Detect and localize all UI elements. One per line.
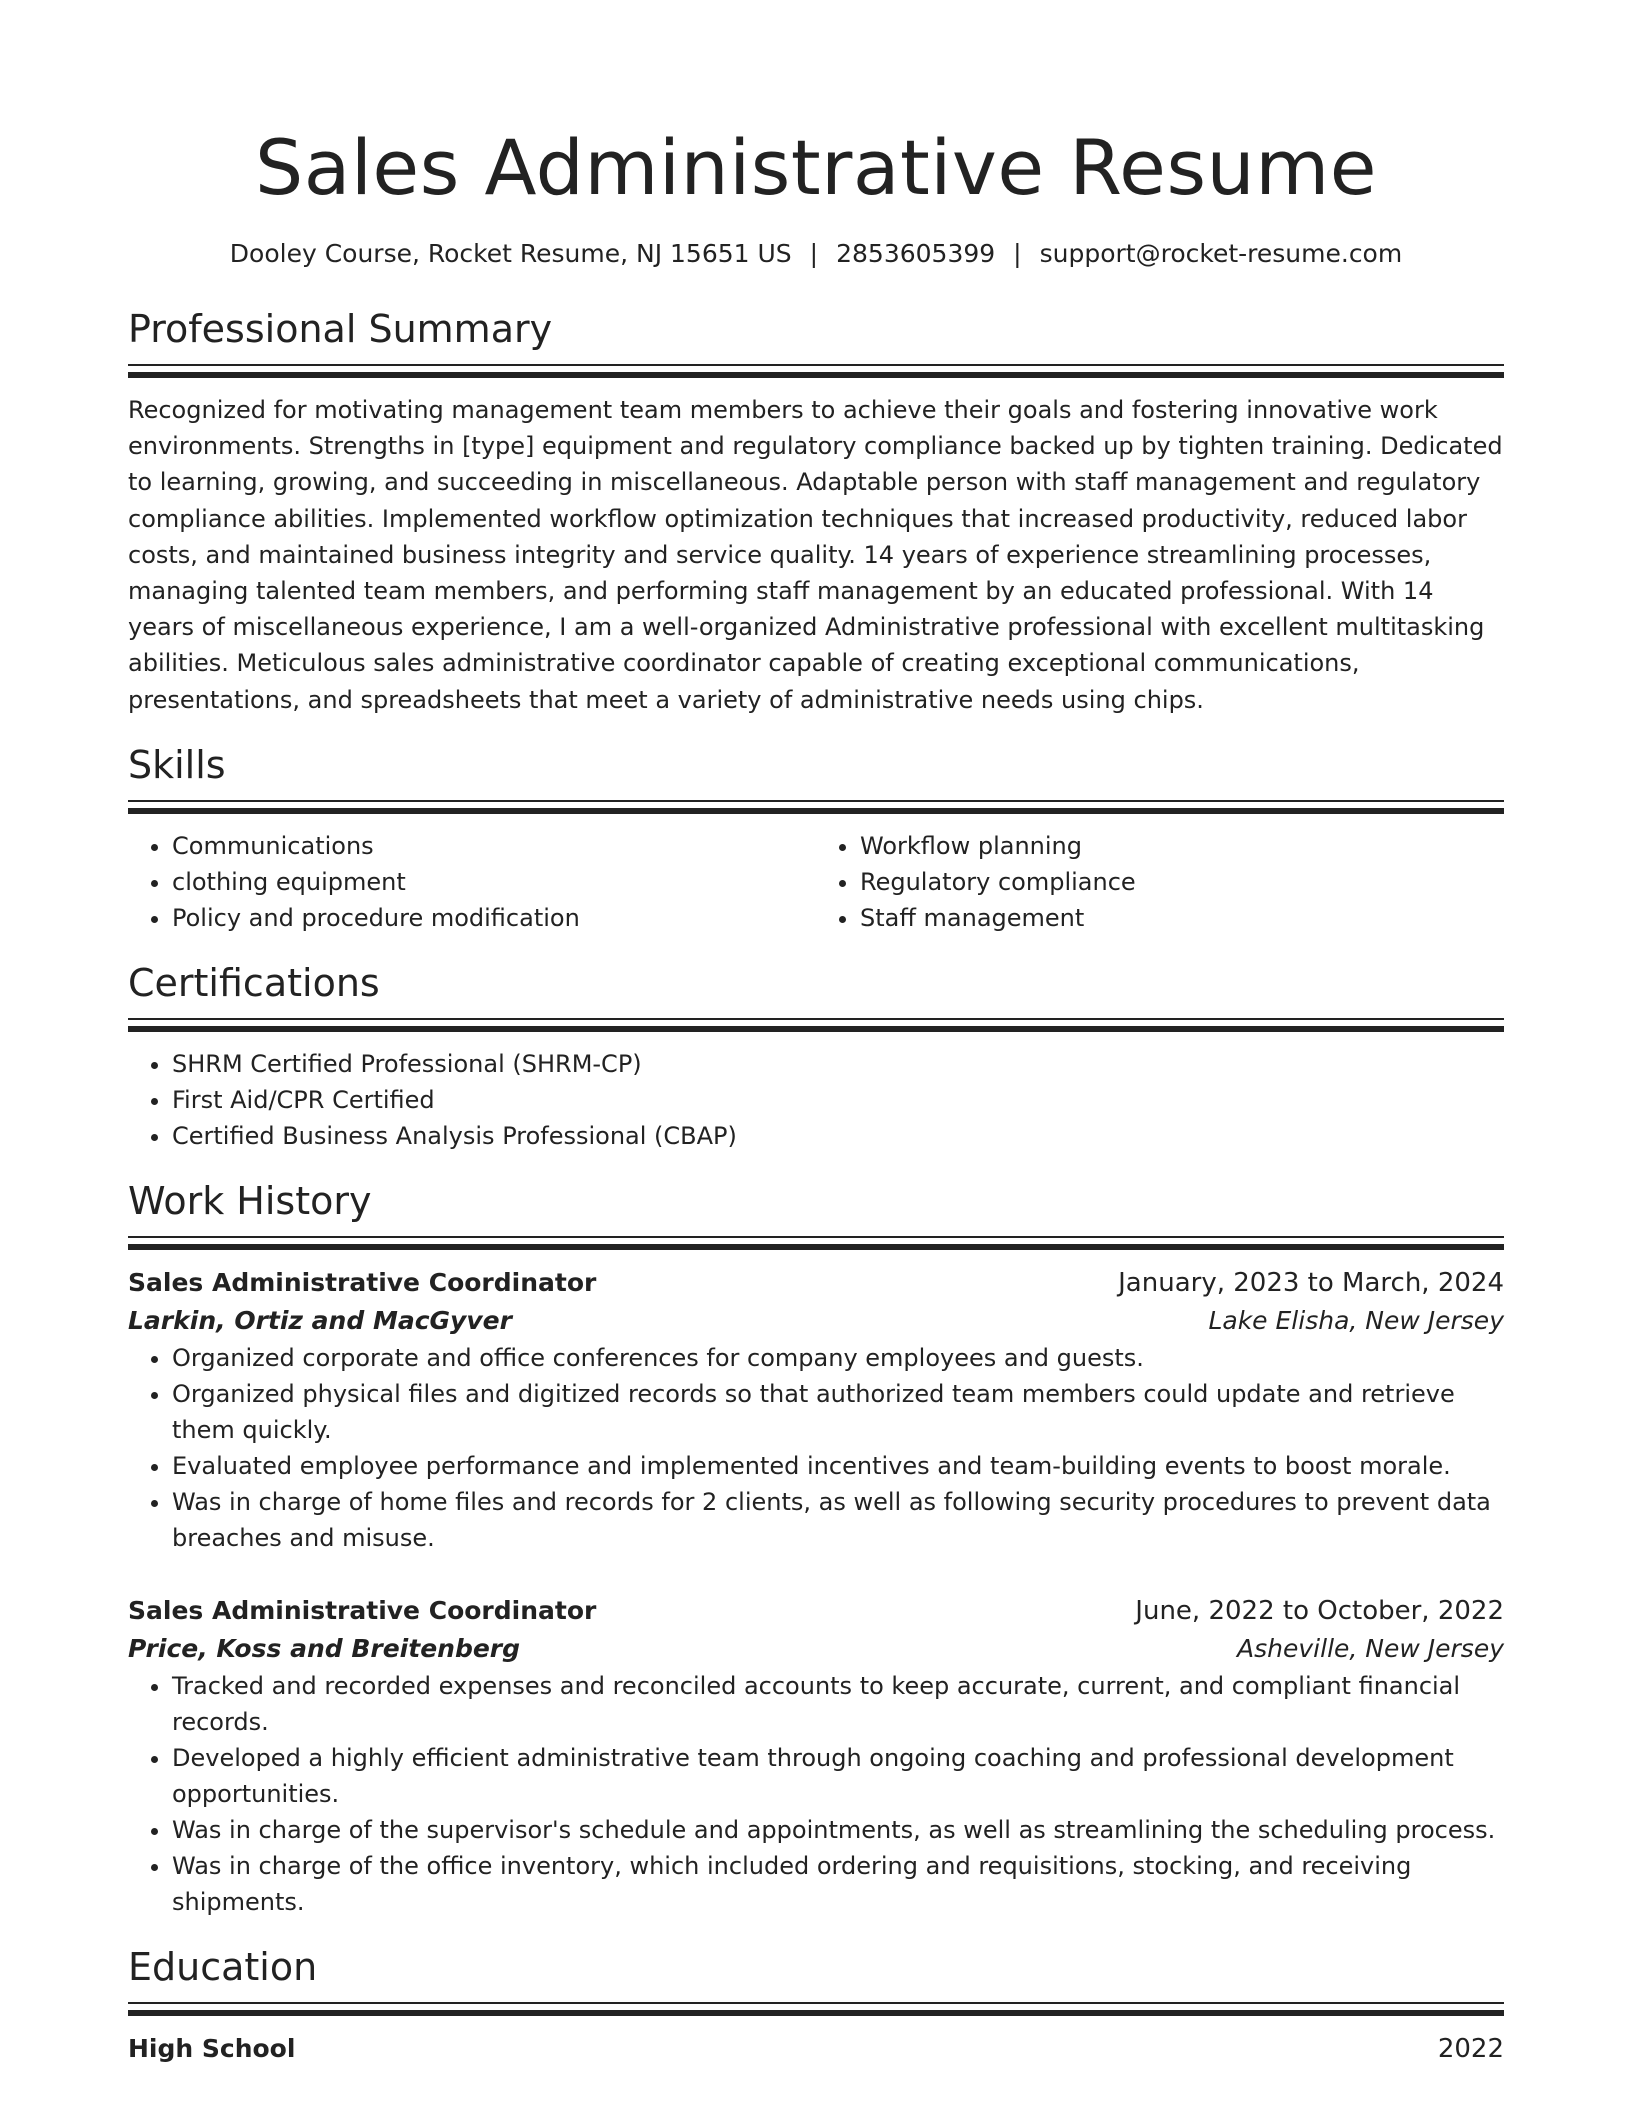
job-location: Asheville, New Jersey — [1237, 1633, 1504, 1663]
job-bullet: • Was in charge of home files and records for 2 clients, as well as following security procedures to prevent data breaches and misuse. — [172, 1484, 1504, 1556]
job-header — [128, 1264, 1504, 1302]
job-bullet: • Tracked and recorded expenses and reconciled accounts to keep accurate, current, and compliant financial records. — [172, 1668, 1504, 1740]
skill-item: • Regulatory compliance — [860, 864, 1504, 900]
job-header — [128, 1592, 1504, 1630]
section-divider — [128, 1018, 1504, 1032]
section-title-education: Education — [128, 1944, 318, 1989]
contact-separator: | — [809, 239, 819, 268]
job-dates: January, 2023 to March, 2024 — [1118, 1267, 1504, 1298]
certification-item: • SHRM Certified Professional (SHRM-CP) — [172, 1046, 1504, 1082]
section-title-work: Work History — [128, 1178, 372, 1223]
education-degree: High School — [128, 2033, 296, 2063]
section-divider — [128, 364, 1504, 378]
education-section — [128, 1942, 1504, 2068]
job-company: Larkin, Ortiz and MacGyver — [128, 1305, 512, 1335]
section-divider — [128, 2002, 1504, 2016]
certifications-section — [128, 958, 1504, 1154]
job-entry — [128, 1592, 1504, 1920]
contact-separator: | — [1013, 239, 1022, 268]
job-bullet: • Organized corporate and office conferences for company employees and guests. — [172, 1340, 1504, 1376]
job-title: Sales Administrative Coordinator — [128, 1595, 597, 1625]
resume-title: Sales Administrative Resume — [255, 123, 1377, 212]
certification-item: • Certified Business Analysis Professional (CBAP) — [172, 1118, 1504, 1154]
skills-section — [128, 740, 1504, 936]
job-company: Price, Koss and Breitenberg — [128, 1633, 521, 1663]
job-bullet: • Developed a highly efficient administrative team through ongoing coaching and professional development opportunities. — [172, 1740, 1504, 1812]
contact-email: support@rocket-resume.com — [1039, 239, 1403, 268]
skills-list-right — [816, 828, 1504, 936]
section-title-skills: Skills — [128, 742, 226, 787]
job-bullets — [128, 1340, 1504, 1556]
contact-line — [128, 236, 1504, 272]
job-bullet: • Organized physical files and digitized records so that authorized team members could update and retrieve them quickly. — [172, 1376, 1504, 1448]
summary-section — [128, 304, 1504, 718]
section-divider — [128, 800, 1504, 814]
education-year: 2022 — [1437, 2033, 1504, 2064]
work-section — [128, 1176, 1504, 1920]
skill-item: • Staff management — [860, 900, 1504, 936]
section-title-certifications: Certifications — [128, 960, 380, 1005]
job-bullet: • Was in charge of the supervisor's schedule and appointments, as well as streamlining the scheduling process. — [172, 1812, 1504, 1848]
contact-address: Dooley Course, Rocket Resume, NJ 15651 US — [229, 239, 792, 268]
job-location: Lake Elisha, New Jersey — [1208, 1305, 1504, 1335]
job-entry — [128, 1264, 1504, 1556]
job-subheader — [128, 1302, 1504, 1340]
section-title-summary: Professional Summary — [128, 307, 553, 351]
contact-phone: 2853605399 — [836, 239, 996, 268]
job-bullets — [128, 1668, 1504, 1920]
skill-item: • Communications — [172, 828, 816, 864]
skill-item: • Workflow planning — [860, 828, 1504, 864]
section-divider — [128, 1236, 1504, 1250]
job-bullet: • Evaluated employee performance and implemented incentives and team-building events to boost morale. — [172, 1448, 1504, 1484]
job-subheader — [128, 1630, 1504, 1668]
education-entry — [128, 2030, 1504, 2068]
skill-item: • clothing equipment — [172, 864, 816, 900]
job-bullet: • Was in charge of the office inventory, which included ordering and requisitions, stocking, and receiving shipments. — [172, 1848, 1504, 1920]
job-title: Sales Administrative Coordinator — [128, 1267, 597, 1297]
skills-grid — [128, 828, 1504, 936]
summary-text: Recognized for motivating management team members to achieve their goals and fostering innovative work environments. Strengths in [type] equipment and regulatory compliance backed up by tighten training. Dedicated to learning, growing, and succeeding in miscellaneous. Adaptable person with staff management and regulatory compliance abilities. Implemented workflow optimization techniques that increased productivity, reduced labor costs, and maintained business integrity and service quality. 14 years of experience streamlining processes, managing talented team members, and performing staff management by an educated professional. With 14 years of miscellaneous experience, I am a well-organized Administrative professional with excellent multitasking abilities. Meticulous sales administrative coordinator capable of creating exceptional communications, presentations, and spreadsheets that meet a variety of administrative needs using chips. — [128, 396, 1503, 714]
skill-item: • Policy and procedure modification — [172, 900, 816, 936]
certification-item: • First Aid/CPR Certified — [172, 1082, 1504, 1118]
certifications-list — [128, 1046, 1504, 1154]
skills-list-left — [128, 828, 816, 936]
job-dates: June, 2022 to October, 2022 — [1135, 1595, 1504, 1626]
